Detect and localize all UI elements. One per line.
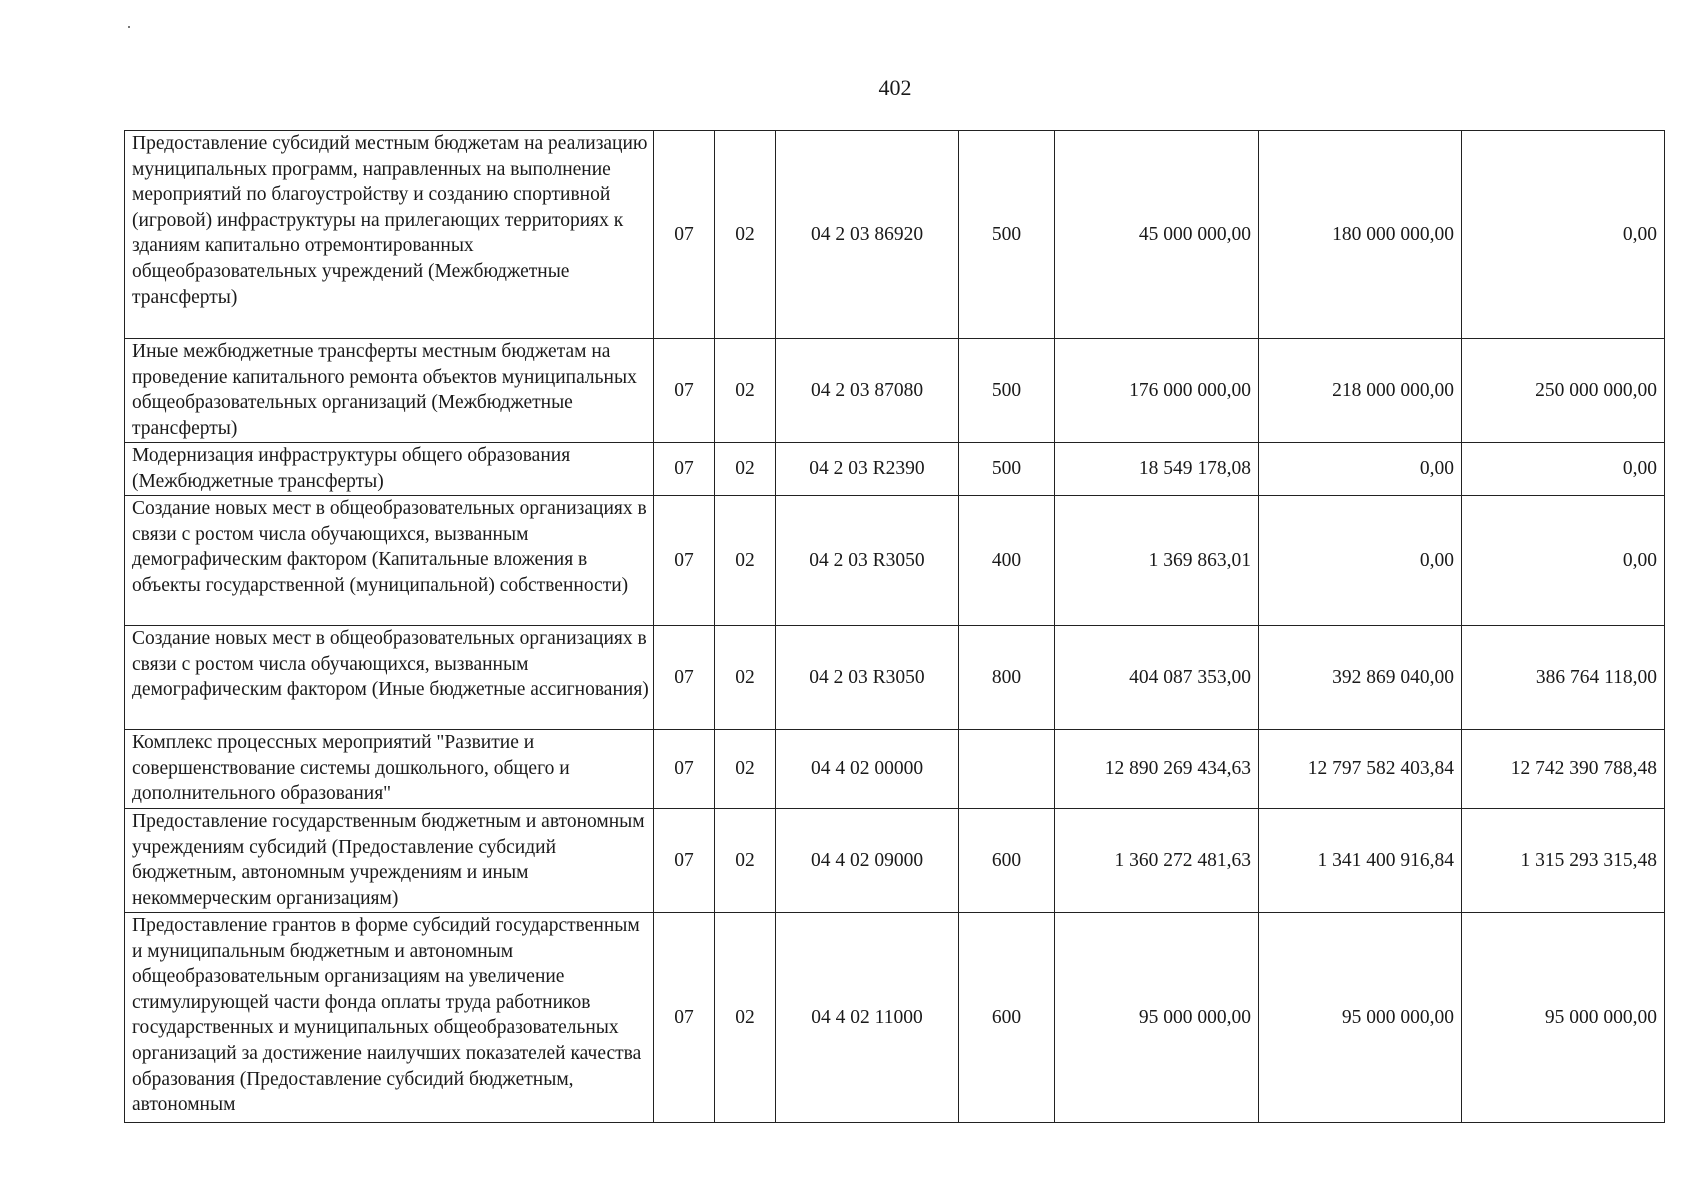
subsection-code-cell: 02: [715, 496, 776, 626]
amount-year-3-cell: 12 742 390 788,48: [1462, 730, 1665, 809]
table-row: [125, 730, 1665, 809]
expense-type-cell: 400: [959, 496, 1055, 626]
amount-year-2-cell: 0,00: [1259, 496, 1462, 626]
amount-year-3-cell: 0,00: [1462, 496, 1665, 626]
amount-year-3-cell: 386 764 118,00: [1462, 626, 1665, 730]
expense-type-cell: 600: [959, 913, 1055, 1123]
table-row: [125, 443, 1665, 496]
target-article-cell: 04 4 02 00000: [776, 730, 959, 809]
section-code-cell: 07: [654, 913, 715, 1123]
amount-year-2-cell: 218 000 000,00: [1259, 339, 1462, 443]
subsection-code-cell: 02: [715, 913, 776, 1123]
expense-name-cell: Предоставление субсидий местным бюджетам на реализацию муниципальных программ, направленных на выполнение мероприятий по благоустройству и созданию спортивной (игровой) инфраструктуры на прилегающих территориях к зданиям капитально отремонтированных общеобразовательных учреждений (Межбюджетные трансферты): [125, 131, 654, 339]
amount-year-1-cell: 1 369 863,01: [1055, 496, 1259, 626]
amount-year-2-cell: 1 341 400 916,84: [1259, 809, 1462, 913]
section-code-cell: 07: [654, 443, 715, 496]
amount-year-3-cell: 95 000 000,00: [1462, 913, 1665, 1123]
expense-name-cell: Создание новых мест в общеобразовательных организациях в связи с ростом числа обучающихся, вызванным демографическим фактором (Иные бюджетные ассигнования): [125, 626, 654, 730]
amount-year-1-cell: 18 549 178,08: [1055, 443, 1259, 496]
subsection-code-cell: 02: [715, 339, 776, 443]
subsection-code-cell: 02: [715, 809, 776, 913]
expense-type-cell: 500: [959, 443, 1055, 496]
target-article-cell: 04 2 03 R3050: [776, 626, 959, 730]
table-row: [125, 131, 1665, 339]
expense-type-cell: 500: [959, 131, 1055, 339]
table-row: [125, 626, 1665, 730]
amount-year-1-cell: 404 087 353,00: [1055, 626, 1259, 730]
target-article-cell: 04 2 03 86920: [776, 131, 959, 339]
section-code-cell: 07: [654, 131, 715, 339]
target-article-cell: 04 2 03 R2390: [776, 443, 959, 496]
amount-year-2-cell: 0,00: [1259, 443, 1462, 496]
expense-type-cell: 500: [959, 339, 1055, 443]
table-row: [125, 913, 1665, 1123]
expense-name-cell: Модернизация инфраструктуры общего образования (Межбюджетные трансферты): [125, 443, 654, 496]
scan-speck: [128, 26, 130, 28]
amount-year-1-cell: 12 890 269 434,63: [1055, 730, 1259, 809]
section-code-cell: 07: [654, 626, 715, 730]
amount-year-1-cell: 45 000 000,00: [1055, 131, 1259, 339]
expense-name-cell: Предоставление грантов в форме субсидий государственным и муниципальным бюджетным и автономным общеобразовательным организациям на увеличение стимулирующей части фонда оплаты труда работников государственных и муниципальных общеобразовательных организаций за достижение наилучших показателей качества образования (Предоставление субсидий бюджетным, автономным: [125, 913, 654, 1123]
expense-name-cell: Создание новых мест в общеобразовательных организациях в связи с ростом числа обучающихся, вызванным демографическим фактором (Капитальные вложения в объекты государственной (муниципальной) собственности): [125, 496, 654, 626]
expense-type-cell: 600: [959, 809, 1055, 913]
amount-year-2-cell: 95 000 000,00: [1259, 913, 1462, 1123]
section-code-cell: 07: [654, 496, 715, 626]
table-row: [125, 496, 1665, 626]
expense-name-cell: Предоставление государственным бюджетным и автономным учреждениям субсидий (Предоставление субсидий бюджетным, автономным учреждениям и иным некоммерческим организациям): [125, 809, 654, 913]
expense-type-cell: [959, 730, 1055, 809]
subsection-code-cell: 02: [715, 131, 776, 339]
target-article-cell: 04 4 02 11000: [776, 913, 959, 1123]
target-article-cell: 04 2 03 R3050: [776, 496, 959, 626]
amount-year-1-cell: 1 360 272 481,63: [1055, 809, 1259, 913]
expense-type-cell: 800: [959, 626, 1055, 730]
amount-year-3-cell: 1 315 293 315,48: [1462, 809, 1665, 913]
expense-name-cell: Комплекс процессных мероприятий "Развитие и совершенствование системы дошкольного, общего и дополнительного образования": [125, 730, 654, 809]
budget-allocation-table: [124, 130, 1665, 1123]
page-number: 402: [878, 75, 912, 100]
amount-year-1-cell: 95 000 000,00: [1055, 913, 1259, 1123]
amount-year-3-cell: 0,00: [1462, 131, 1665, 339]
section-code-cell: 07: [654, 730, 715, 809]
amount-year-2-cell: 12 797 582 403,84: [1259, 730, 1462, 809]
section-code-cell: 07: [654, 809, 715, 913]
table-row: [125, 339, 1665, 443]
amount-year-2-cell: 392 869 040,00: [1259, 626, 1462, 730]
subsection-code-cell: 02: [715, 730, 776, 809]
target-article-cell: 04 4 02 09000: [776, 809, 959, 913]
subsection-code-cell: 02: [715, 626, 776, 730]
table-row: [125, 809, 1665, 913]
amount-year-1-cell: 176 000 000,00: [1055, 339, 1259, 443]
section-code-cell: 07: [654, 339, 715, 443]
target-article-cell: 04 2 03 87080: [776, 339, 959, 443]
subsection-code-cell: 02: [715, 443, 776, 496]
expense-name-cell: Иные межбюджетные трансферты местным бюджетам на проведение капитального ремонта объектов муниципальных общеобразовательных организаций (Межбюджетные трансферты): [125, 339, 654, 443]
amount-year-3-cell: 250 000 000,00: [1462, 339, 1665, 443]
amount-year-3-cell: 0,00: [1462, 443, 1665, 496]
amount-year-2-cell: 180 000 000,00: [1259, 131, 1462, 339]
